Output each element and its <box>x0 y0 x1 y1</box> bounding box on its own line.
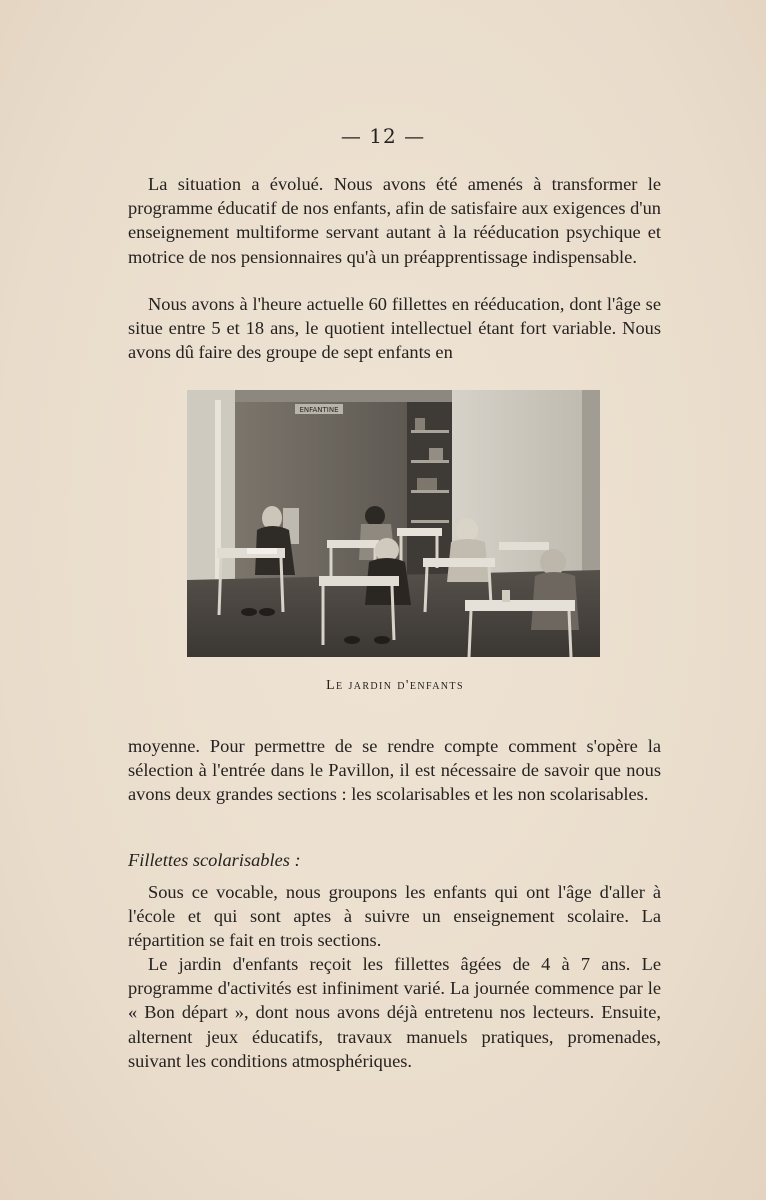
classroom-photo <box>187 390 600 657</box>
paragraph-fillettes-count: Nous avons à l'heure actuelle 60 fillettes en rééducation, dont l'âge se situe entre 5 et 18 ans, le quotient intellectuel étant fort variable. Nous avons dû faire des groupe de sept enfants en <box>128 294 661 363</box>
paragraph-situation: La situation a évolué. Nous avons été amenés à transformer le programme éducatif de nos enfants, afin de satisfaire aux exigences d'un enseignement multiforme servant autant à la rééducation psychique et motrice de nos pensionnaires qu'à un préapprentissage indispensable. <box>128 174 661 267</box>
paragraph-jardin: Le jardin d'enfants reçoit les fillettes âgées de 4 à 7 ans. Le programme d'activités est infiniment varié. La journée commence par le « Bon départ », dont nous avons déjà entretenu nos lecteurs. Ensuite, alternent jeux éducatifs, travaux manuels pratiques, promenades, suivant les conditions atmosphériques. <box>128 954 661 1071</box>
classroom-photo-drawing <box>187 390 600 657</box>
paragraph-vocable: Sous ce vocable, nous groupons les enfants qui ont l'âge d'aller à l'école et qui sont aptes à suivre un enseignement scolaire. La répartition se fait en trois sections. <box>128 882 661 951</box>
figure-caption: Le jardin d'enfants <box>326 678 464 693</box>
wall-sign-text: ENFANTINE <box>299 406 339 414</box>
section-heading: Fillettes scolarisables : <box>128 850 301 870</box>
paragraph-selection: moyenne. Pour permettre de se rendre compte comment s'opère la sélection à l'entrée dans le Pavillon, il est nécessaire de savoir que nous avons deux grandes sections : les scolarisables et les non scolarisables. <box>128 736 661 805</box>
page-number: — 12 — <box>340 124 426 148</box>
